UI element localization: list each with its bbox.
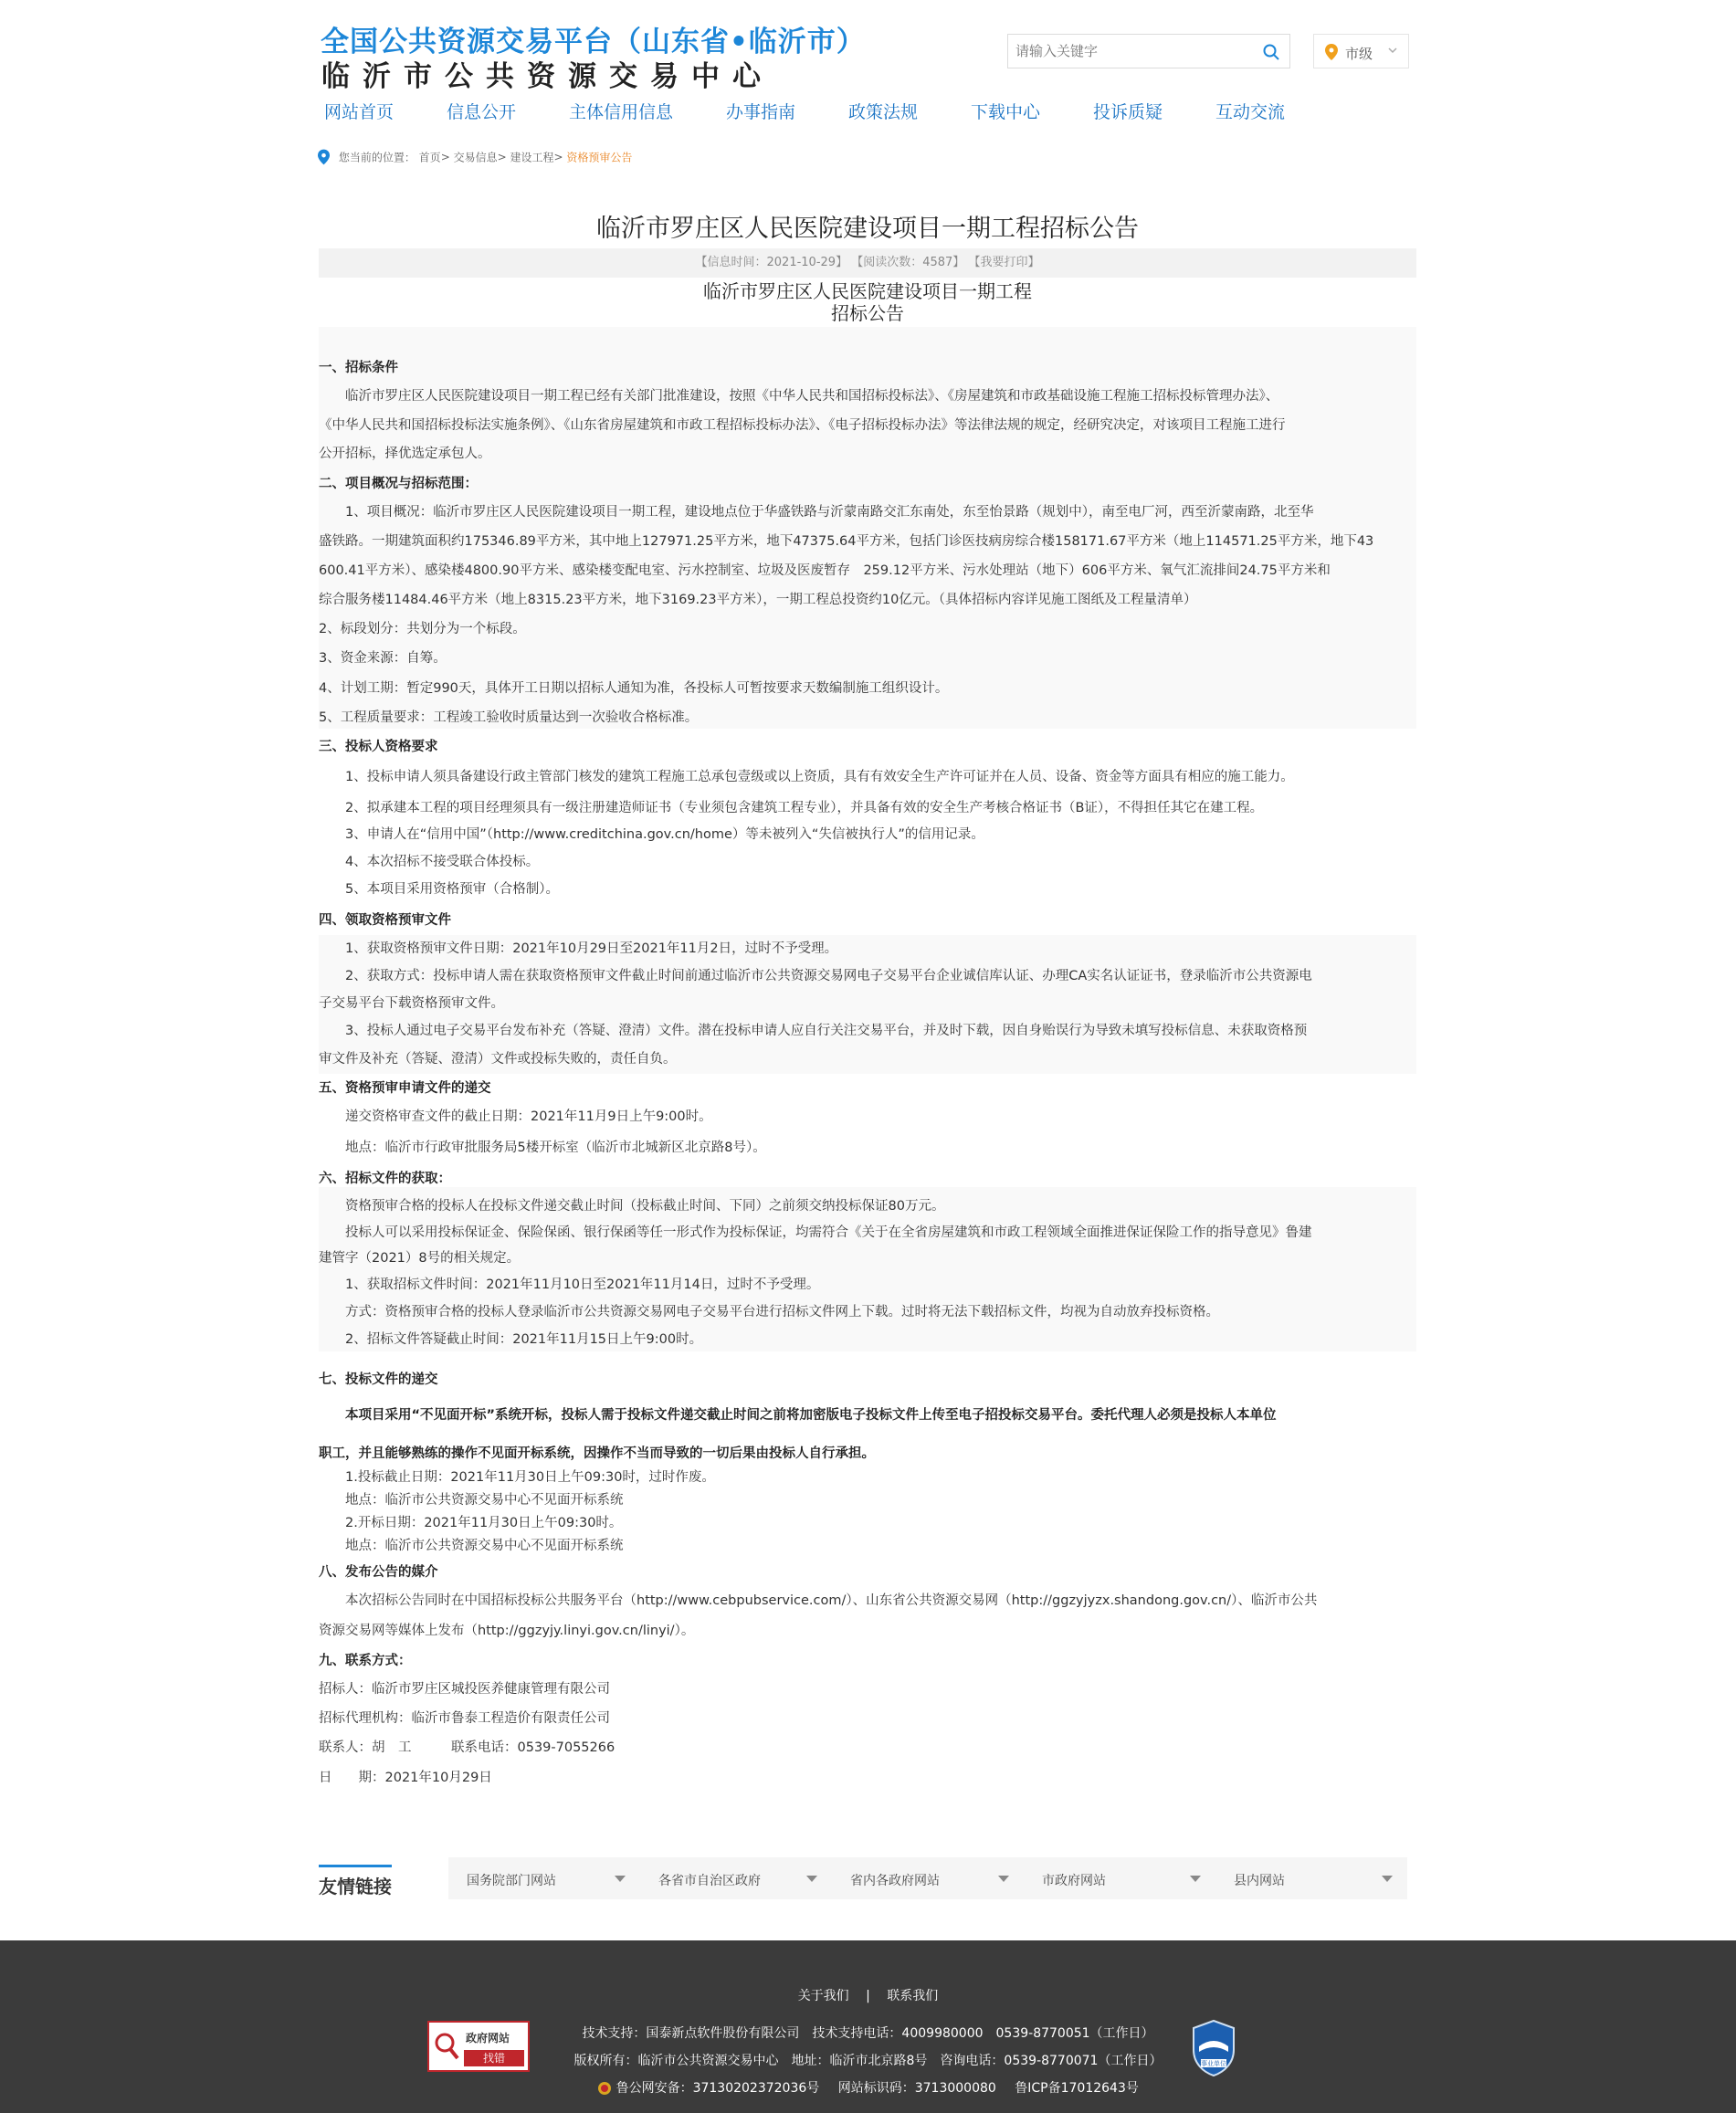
friend-link-select-in-province[interactable] <box>832 1857 1024 1899</box>
article-paragraph-line: 盛铁路。一期建筑面积约175346.89平方米，其中地上127971.25平方米，地下47375.64平方米，包括门诊医技病房综合楼158171.67平方米（地上114571.25平方米，地下43 <box>319 534 1374 549</box>
article-paragraph-line: 递交资格审查文件的截止日期：2021年11月9日上午9:00时。 <box>319 1109 712 1124</box>
gov-badge-top: 政府网站 <box>466 2032 510 2045</box>
section-heading: 九、联系方式： <box>319 1654 412 1668</box>
friend-link-select-city[interactable] <box>1024 1857 1215 1899</box>
dropdown-triangle-icon <box>998 1876 1009 1882</box>
article-paragraph-line: 公开招标，择优选定承包人。 <box>319 447 491 461</box>
section-heading: 四、领取资格预审文件 <box>319 913 451 928</box>
search-icon[interactable] <box>1262 43 1280 61</box>
article-paragraph-line: 600.41平方米）、感染楼4800.90平方米、感染楼变配电室、污水控制室、垃圾及医废暂存 259.12平方米、污水处理站（地下）606平方米、氧气汇流排间24.75平方米和 <box>319 563 1331 578</box>
location-pin-icon <box>1325 44 1338 60</box>
dropdown-triangle-icon <box>615 1876 626 1882</box>
select-label: 市政府网站 <box>1042 1874 1106 1888</box>
section-heading: 二、项目概况与招标范围： <box>319 477 478 491</box>
dropdown-triangle-icon <box>1382 1876 1393 1882</box>
article-paragraph-line: 地点：临沂市公共资源交易中心不见面开标系统 <box>319 1539 624 1553</box>
article-subtitle <box>319 280 1416 324</box>
site-logo-line2[interactable]: 临沂市公共资源交易中心 <box>321 60 773 93</box>
about-us-link[interactable]: 关于我们 <box>797 1989 849 2003</box>
location-pin-icon <box>318 149 330 165</box>
article-paragraph-line: 联系人：胡 工 联系电话：0539-7055266 <box>319 1740 615 1755</box>
nav-item-credit[interactable]: 主体信用信息 <box>569 102 674 122</box>
breadcrumb-prefix: 您当前的位置： <box>338 151 416 164</box>
section-heading: 六、招标文件的获取： <box>319 1172 451 1186</box>
site-code: 网站标识码：3713000080 <box>837 2081 996 2096</box>
article-paragraph-line: 地点：临沂市行政审批服务局5楼开标室（临沂市北城新区北京路8号）。 <box>319 1141 766 1155</box>
article-paragraph-line: 审文件及补充（答疑、澄清）文件或投标失败的，责任自负。 <box>319 1052 677 1067</box>
article-paragraph-line: 投标人可以采用投标保证金、保险保函、银行保函等任一形式作为投标保证，均需符合《关于在全省房屋建筑和市政工程领域全面推进保证保险工作的指导意见》鲁建 <box>319 1225 1312 1240</box>
article-paragraph-line: 方式：资格预审合格的投标人登录临沂市公共资源交易网电子交易平台进行招标文件网上下载。过时将无法下载招标文件，均视为自动放弃投标资格。 <box>319 1305 1219 1319</box>
select-label: 各省市自治区政府 <box>658 1874 761 1888</box>
nav-item-policy[interactable]: 政策法规 <box>848 102 919 122</box>
article-paragraph-line: 本项目采用“不见面开标”系统开标，投标人需于投标文件递交截止时间之前将加密版电子投标文件上传至电子招投标交易平台。委托代理人必须是投标人本单位 <box>319 1408 1277 1423</box>
breadcrumb-home[interactable]: 首页 <box>418 151 441 164</box>
article-paragraph-line: 日 期：2021年10月29日 <box>319 1771 492 1785</box>
breadcrumb-sep: > <box>440 151 450 163</box>
article-paragraph-line: 2、标段划分：共划分为一个标段。 <box>319 622 526 636</box>
breadcrumb-current[interactable]: 资格预审公告 <box>566 151 633 164</box>
city-select-label: 市级 <box>1345 46 1373 62</box>
section-heading: 八、发布公告的媒介 <box>319 1565 438 1580</box>
meta-reads: 【阅读次数：4587】 <box>851 256 965 269</box>
breadcrumb-trade-info[interactable]: 交易信息 <box>453 151 498 164</box>
article-paragraph-line: 1、获取资格预审文件日期：2021年10月29日至2021年11月2日，过时不予受理。 <box>319 941 838 956</box>
search-box <box>1007 34 1290 68</box>
article-paragraph-line: 1、获取招标文件时间：2021年11月10日至2021年11月14日，过时不予受理。 <box>319 1277 820 1292</box>
select-label: 国务院部门网站 <box>467 1874 556 1888</box>
article-subtitle-line1: 临沂市罗庄区人民医院建设项目一期工程 <box>703 280 1032 302</box>
article-paragraph-line: 3、申请人在“信用中国”（http://www.creditchina.gov.cn/home）等未被列入“失信被执行人”的信用记录。 <box>319 827 984 842</box>
search-input[interactable] <box>1014 42 1255 60</box>
select-label: 县内网站 <box>1234 1874 1285 1888</box>
friend-link-select-provinces[interactable] <box>640 1857 832 1899</box>
article-paragraph-line: 4、计划工期：暂定990天，具体开工日期以招标人通知为准，各投标人可暂按要求天数编制施工组织设计。 <box>319 681 949 696</box>
chevron-down-icon <box>1387 45 1398 56</box>
article-paragraph-line: 1.投标截止日期：2021年11月30日上午09:30时，过时作废。 <box>319 1470 715 1485</box>
breadcrumb-sep: > <box>553 151 563 163</box>
nav-item-interaction[interactable]: 互动交流 <box>1215 102 1286 122</box>
friend-link-select-county[interactable] <box>1215 1857 1407 1899</box>
article-paragraph-line: 3、投标人通过电子交易平台发布补充（答疑、澄清）文件。潜在投标申请人应自行关注交易平台，并及时下载，因自身贻误行为导致未填写投标信息、未获取资格预 <box>319 1024 1308 1038</box>
breadcrumb <box>318 149 632 165</box>
emblem-label: 事业单位 <box>1201 2060 1226 2067</box>
nav-item-guide[interactable]: 办事指南 <box>726 102 796 122</box>
article-meta <box>319 248 1416 278</box>
article-paragraph-line: 本次招标公告同时在中国招标投标公共服务平台（http://www.cebpubservice.com/）、山东省公共资源交易网（http://ggzyjyzx.shandong.gov.cn/）、临沂市公共 <box>319 1593 1318 1608</box>
icp-record[interactable]: 鲁ICP备17012643号 <box>1015 2081 1139 2096</box>
police-badge-icon <box>597 2081 612 2096</box>
gov-badge-bottom: 找错 <box>464 2050 524 2066</box>
footer-copyright: 版权所有：临沂市公共资源交易中心 地址：临沂市北京路8号 咨询电话：0539-8770071（工作日） <box>573 2054 1163 2068</box>
police-record[interactable]: 鲁公网安备：37130202372036号 <box>615 2081 820 2096</box>
print-link[interactable]: 【我要打印】 <box>968 256 1040 269</box>
article-paragraph-line: 2.开标日期：2021年11月30日上午09:30时。 <box>319 1516 623 1530</box>
meta-time: 【信息时间：2021-10-29】 <box>695 256 848 269</box>
section-heading: 三、投标人资格要求 <box>319 740 438 754</box>
friend-link-select-state-council[interactable] <box>448 1857 640 1899</box>
nav-item-download[interactable]: 下载中心 <box>971 102 1041 122</box>
public-institution-emblem-icon[interactable] <box>1190 2019 1237 2077</box>
site-logo-line1[interactable]: 全国公共资源交易平台（山东省•临沂市） <box>321 26 866 58</box>
breadcrumb-sep: > <box>497 151 507 163</box>
article-subtitle-line2: 招标公告 <box>831 302 904 324</box>
article-paragraph-line: 5、工程质量要求：工程竣工验收时质量达到一次验收合格标准。 <box>319 710 699 725</box>
article-paragraph-line: 5、本项目采用资格预审（合格制）。 <box>319 882 559 897</box>
article-paragraph-line: 资源交易网等媒体上发布（http://ggzyjy.linyi.gov.cn/linyi/）。 <box>319 1624 695 1638</box>
article-paragraph-line: 子交易平台下载资格预审文件。 <box>319 996 504 1011</box>
footer-links <box>0 1986 1736 2004</box>
article-paragraph-line: 临沂市罗庄区人民医院建设项目一期工程已经有关部门批准建设，按照《中华人民共和国招标投标法》、《房屋建筑和市政基础设施工程施工招标投标管理办法》、 <box>319 389 1279 404</box>
article-title: 临沂市罗庄区人民医院建设项目一期工程招标公告 <box>596 215 1139 243</box>
contact-us-link[interactable]: 联系我们 <box>887 1989 939 2003</box>
article-paragraph-line: 招标代理机构：临沂市鲁泰工程造价有限责任公司 <box>319 1711 610 1726</box>
article-paragraph-line: 资格预审合格的投标人在投标文件递交截止时间（投标截止时间、下同）之前须交纳投标保证80万元。 <box>319 1199 945 1214</box>
article-paragraph-line: 1、投标申请人须具备建设行政主管部门核发的建筑工程施工总承包壹级或以上资质，具有有效安全生产许可证并在人员、设备、资金等方面具有相应的施工能力。 <box>319 770 1294 784</box>
article-paragraph-line: 《中华人民共和国招标投标法实施条例》、《山东省房屋建筑和市政工程招标投标办法》、《电子招标投标办法》等法律法规的规定，经研究决定，对该项目工程施工进行 <box>319 418 1286 433</box>
nav-item-home[interactable]: 网站首页 <box>324 102 395 122</box>
breadcrumb-construction[interactable]: 建设工程 <box>510 151 554 164</box>
section-heading: 七、投标文件的递交 <box>319 1372 438 1387</box>
article-paragraph-line: 4、本次招标不接受联合体投标。 <box>319 855 540 869</box>
article-paragraph-line: 2、招标文件答疑截止时间：2021年11月15日上午9:00时。 <box>319 1332 703 1347</box>
article-paragraph-line: 3、资金来源：自筹。 <box>319 651 447 666</box>
article-paragraph-line: 1、项目概况：临沂市罗庄区人民医院建设项目一期工程，建设地点位于华盛铁路与沂蒙南路交汇东南处，东至怡景路（规划中），南至电厂河，西至沂蒙南路，北至华 <box>319 505 1314 520</box>
article-paragraph-line: 职工，并且能够熟练的操作不见面开标系统，因操作不当而导致的一切后果由投标人自行承担。 <box>319 1446 875 1461</box>
friend-links-title: 友情链接 <box>319 1865 392 1898</box>
footer-records <box>0 2078 1736 2097</box>
footer-divider: | <box>866 1989 870 2003</box>
dropdown-triangle-icon <box>1190 1876 1201 1882</box>
nav-item-complaint[interactable]: 投诉质疑 <box>1093 102 1163 122</box>
footer-tech-support: 技术支持：国泰新点软件股份有限公司 技术支持电话：4009980000 0539-8770051（工作日） <box>582 2026 1154 2041</box>
article-paragraph-line: 2、拟承建本工程的项目经理须具有一级注册建造师证书（专业须包含建筑工程专业），并具备有效的安全生产考核合格证书（B证），不得担任其它在建工程。 <box>319 801 1264 815</box>
section-heading: 一、招标条件 <box>319 361 398 375</box>
section-heading: 五、资格预审申请文件的递交 <box>319 1081 491 1096</box>
site-footer <box>0 1940 1736 2113</box>
article-paragraph-line: 综合服务楼11484.46平方米（地上8315.23平方米，地下3169.23平方米），一期工程总投资约10亿元。（具体招标内容详见施工图纸及工程量清单） <box>319 593 1197 607</box>
city-level-select[interactable] <box>1313 34 1409 68</box>
article-paragraph-line: 地点：临沂市公共资源交易中心不见面开标系统 <box>319 1493 624 1508</box>
select-label: 省内各政府网站 <box>850 1874 940 1888</box>
article-paragraph-line: 招标人：临沂市罗庄区城投医养健康管理有限公司 <box>319 1682 610 1697</box>
dropdown-triangle-icon <box>806 1876 817 1882</box>
friend-links <box>319 1857 1409 1899</box>
article-paragraph-line: 2、获取方式：投标申请人需在获取资格预审文件截止时间前通过临沂市公共资源交易网电子交易平台企业诚信库认证、办理CA实名认证证书，登录临沂市公共资源电 <box>319 969 1312 983</box>
article-paragraph-line: 建管字（2021）8号的相关规定。 <box>319 1251 521 1266</box>
nav-item-info-public[interactable]: 信息公开 <box>447 102 517 122</box>
